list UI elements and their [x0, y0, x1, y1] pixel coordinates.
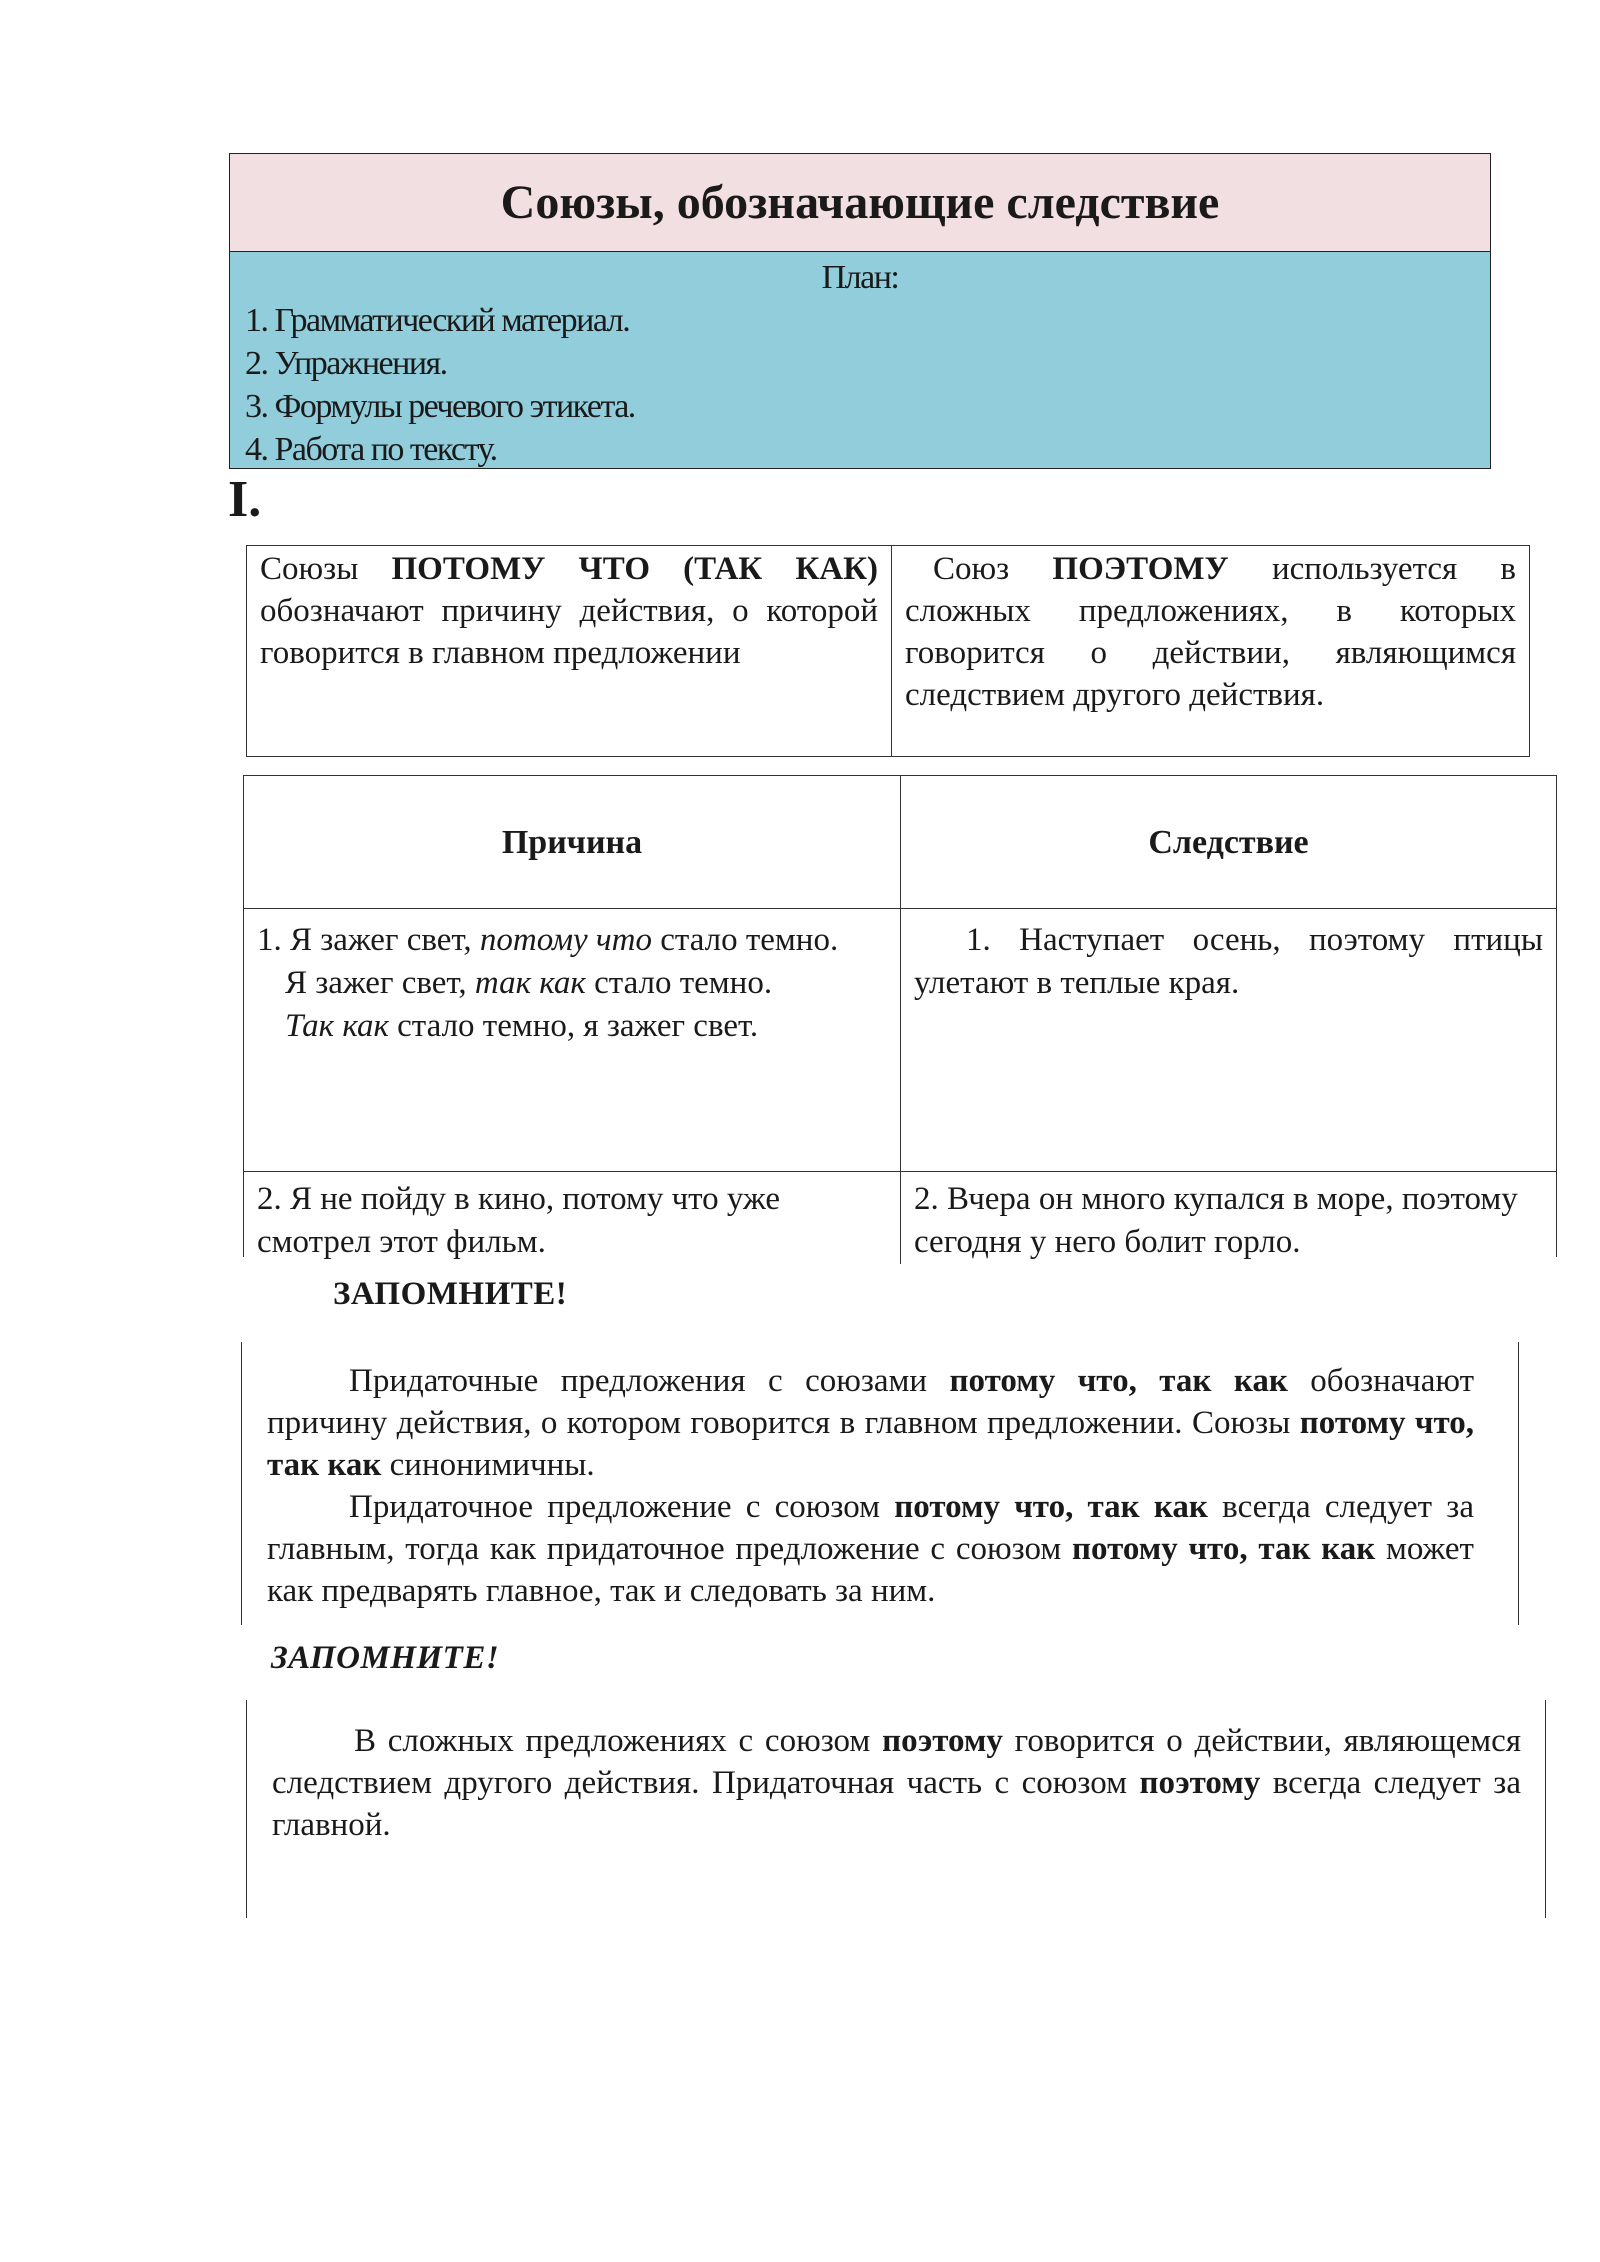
effect-cell: 2. Вчера он много купался в море, поэтому сегодня у него болит горло. [914, 1181, 1518, 1260]
rule-text: Придаточные предложения с союзами [349, 1363, 950, 1399]
rule-text: может как предварять главное, так и следовать за ним. [267, 1531, 1474, 1609]
column-header-cause: Причина [244, 776, 901, 908]
conjunction-highlight: потому что, так как [894, 1489, 1208, 1525]
example-text: 1. Наступает осень, поэтому птицы улетают в теплые края. [914, 922, 1543, 1001]
rule-text: всегда следует за главной. [272, 1765, 1521, 1843]
conjunction-highlight: потому что, так как [267, 1405, 1474, 1483]
examples-table [243, 775, 1557, 1260]
conjunction-highlight: ПОЭТОМУ [1052, 551, 1229, 587]
header-title-box [229, 153, 1491, 251]
example-conjunction: потому что [479, 922, 652, 958]
cell-text: обозначают причину действия, о которой говорится в главном предложении [260, 593, 878, 671]
plan-box [229, 251, 1491, 469]
effect-cell [901, 909, 1556, 1171]
conjunction-highlight: потому что, так как [1071, 1531, 1376, 1567]
rule-text: обозначают причину действия, о котором говорится в главном предложении. Союзы [267, 1363, 1474, 1441]
example-text: стало темно. [585, 965, 773, 1001]
cell-text: Союзы [260, 551, 392, 587]
example-text: Я зажег свет, [285, 965, 475, 1001]
table-row [244, 1172, 1556, 1264]
plan-item: 1. Грамматический материал. [245, 302, 630, 339]
column-header-effect: Следствие [1148, 823, 1309, 861]
page-title: Союзы, обозначающие следствие [500, 176, 1220, 229]
rule-text: Придаточное предложение с союзом [349, 1489, 895, 1525]
conjunctions-cell-cause [247, 546, 892, 756]
conjunction-highlight: поэтому [882, 1723, 1003, 1759]
rule-paragraph [267, 1360, 1474, 1486]
rule-paragraph [267, 1486, 1474, 1612]
table-row [244, 909, 1556, 1172]
conjunctions-cell-effect [892, 546, 1529, 756]
rule-text: всегда следует за главным, тогда как придаточное предложение с союзом [267, 1489, 1474, 1567]
plan-list [245, 299, 635, 471]
example-line [257, 962, 887, 1005]
rule-box [246, 1700, 1546, 1918]
remember-heading: ЗАПОМНИТЕ! [271, 1640, 500, 1676]
table-header-row [244, 776, 1556, 909]
conjunction-highlight: поэтому [1139, 1765, 1261, 1801]
example-text: стало темно, я зажег свет. [388, 1008, 759, 1044]
plan-item: 2. Упражнения. [245, 345, 447, 382]
example-line [257, 919, 887, 962]
plan-heading: План: [821, 259, 899, 296]
cause-cell: 2. Я не пойду в кино, потому что уже смотрел этот фильм. [244, 1172, 901, 1264]
rule-text: В сложных предложениях с союзом [354, 1723, 883, 1759]
example-text: 1. Я зажег свет, [257, 922, 480, 958]
remember-heading: ЗАПОМНИТЕ! [333, 1276, 568, 1312]
cell-text: используется в сложных предложениях, в которых говорится о действии, являющимся следствием другого действия. [905, 551, 1517, 713]
rule-paragraph [272, 1720, 1521, 1846]
example-line [257, 1005, 887, 1048]
section-numeral: I. [228, 471, 262, 528]
conjunction-highlight: ПОТОМУ ЧТО (ТАК КАК) [391, 551, 879, 587]
conjunction-highlight: потому что, так как [949, 1363, 1288, 1399]
example-conjunction: так как [474, 965, 586, 1001]
example-text: стало темно. [651, 922, 839, 958]
conjunctions-table [246, 545, 1530, 757]
plan-item: 3. Формулы речевого этикета. [245, 388, 635, 425]
rule-text: синонимичны. [381, 1447, 595, 1483]
rule-box [241, 1342, 1519, 1625]
cause-cell [244, 909, 901, 1171]
example-conjunction: Так как [285, 1008, 389, 1044]
rule-text: говорится о действии, являющемся следствием другого действия. Придаточная часть с союзом [272, 1723, 1521, 1801]
cell-text: Союз [933, 551, 1053, 587]
plan-item: 4. Работа по тексту. [245, 431, 497, 468]
